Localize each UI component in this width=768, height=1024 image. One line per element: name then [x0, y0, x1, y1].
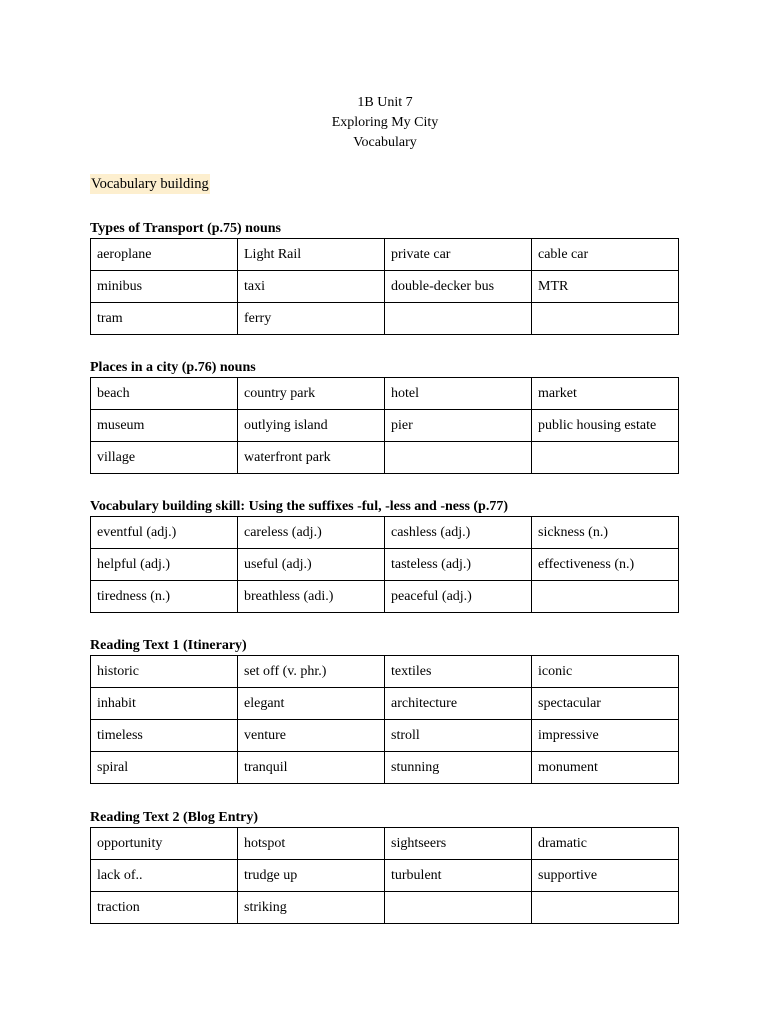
vocab-table: [90, 655, 679, 784]
table-cell: cashless (adj.): [385, 517, 532, 549]
table-cell: ferry: [238, 303, 385, 335]
section-title: Reading Text 2 (Blog Entry): [90, 810, 259, 825]
table-row: [91, 860, 679, 892]
table-row: [91, 303, 679, 335]
table-cell: breathless (adi.): [238, 581, 385, 613]
section-suffixes: [90, 498, 680, 613]
table-cell: useful (adj.): [238, 549, 385, 581]
table-row: [91, 239, 679, 271]
table-cell: turbulent: [385, 860, 532, 892]
table-cell: museum: [91, 410, 238, 442]
table-cell: trudge up: [238, 860, 385, 892]
table-cell: hotspot: [238, 828, 385, 860]
table-cell: tiredness (n.): [91, 581, 238, 613]
table-cell: public housing estate: [532, 410, 679, 442]
table-cell: [385, 442, 532, 474]
table-row: [91, 549, 679, 581]
table-cell: opportunity: [91, 828, 238, 860]
table-cell: hotel: [385, 378, 532, 410]
vocab-table: [90, 827, 679, 924]
highlighted-label: Vocabulary building: [91, 176, 209, 192]
table-cell: MTR: [532, 271, 679, 303]
section-title: Vocabulary building skill: Using the suffixes -ful, -less and -ness (p.77): [90, 499, 509, 514]
section-reading-text-1: [90, 637, 680, 784]
table-cell: tasteless (adj.): [385, 549, 532, 581]
table-cell: cable car: [532, 239, 679, 271]
vocab-table: [90, 238, 679, 335]
table-cell: spectacular: [532, 688, 679, 720]
table-row: [91, 378, 679, 410]
section-title: Types of Transport (p.75) nouns: [90, 221, 281, 236]
table-cell: supportive: [532, 860, 679, 892]
table-cell: sickness (n.): [532, 517, 679, 549]
table-cell: sightseers: [385, 828, 532, 860]
table-row: [91, 517, 679, 549]
table-cell: [385, 892, 532, 924]
table-row: [91, 271, 679, 303]
table-row: [91, 752, 679, 784]
table-cell: inhabit: [91, 688, 238, 720]
table-row: [91, 442, 679, 474]
table-cell: beach: [91, 378, 238, 410]
table-cell: textiles: [385, 656, 532, 688]
table-cell: Light Rail: [238, 239, 385, 271]
document-header: [90, 93, 680, 153]
table-cell: outlying island: [238, 410, 385, 442]
table-cell: tram: [91, 303, 238, 335]
table-cell: taxi: [238, 271, 385, 303]
table-cell: peaceful (adj.): [385, 581, 532, 613]
section-places: [90, 359, 680, 474]
table-cell: venture: [238, 720, 385, 752]
table-cell: double-decker bus: [385, 271, 532, 303]
table-cell: village: [91, 442, 238, 474]
vocab-table: [90, 516, 679, 613]
table-cell: private car: [385, 239, 532, 271]
table-cell: effectiveness (n.): [532, 549, 679, 581]
document-heading: Vocabulary: [353, 135, 417, 150]
section-title: Places in a city (p.76) nouns: [90, 360, 256, 375]
table-row: [91, 581, 679, 613]
table-cell: aeroplane: [91, 239, 238, 271]
table-cell: spiral: [91, 752, 238, 784]
table-cell: market: [532, 378, 679, 410]
unit-subtitle: Exploring My City: [331, 115, 439, 130]
table-cell: [532, 892, 679, 924]
table-cell: timeless: [91, 720, 238, 752]
table-row: [91, 828, 679, 860]
table-cell: monument: [532, 752, 679, 784]
vocab-table: [90, 377, 679, 474]
table-cell: impressive: [532, 720, 679, 752]
table-row: [91, 410, 679, 442]
section-reading-text-2: [90, 809, 680, 924]
table-cell: pier: [385, 410, 532, 442]
table-cell: [532, 303, 679, 335]
table-cell: [532, 442, 679, 474]
table-row: [91, 892, 679, 924]
table-cell: set off (v. phr.): [238, 656, 385, 688]
table-cell: elegant: [238, 688, 385, 720]
section-title: Reading Text 1 (Itinerary): [90, 638, 247, 653]
table-cell: eventful (adj.): [91, 517, 238, 549]
table-cell: traction: [91, 892, 238, 924]
table-cell: stroll: [385, 720, 532, 752]
table-cell: striking: [238, 892, 385, 924]
table-cell: [385, 303, 532, 335]
table-cell: [532, 581, 679, 613]
table-cell: waterfront park: [238, 442, 385, 474]
table-cell: careless (adj.): [238, 517, 385, 549]
table-cell: helpful (adj.): [91, 549, 238, 581]
unit-title: 1B Unit 7: [357, 95, 413, 110]
table-cell: lack of..: [91, 860, 238, 892]
table-cell: country park: [238, 378, 385, 410]
table-row: [91, 688, 679, 720]
table-cell: stunning: [385, 752, 532, 784]
section-transport: [90, 220, 680, 335]
table-cell: architecture: [385, 688, 532, 720]
table-cell: minibus: [91, 271, 238, 303]
table-row: [91, 720, 679, 752]
table-cell: dramatic: [532, 828, 679, 860]
table-row: [91, 656, 679, 688]
table-cell: tranquil: [238, 752, 385, 784]
table-cell: historic: [91, 656, 238, 688]
table-cell: iconic: [532, 656, 679, 688]
highlight-row: [90, 174, 210, 194]
